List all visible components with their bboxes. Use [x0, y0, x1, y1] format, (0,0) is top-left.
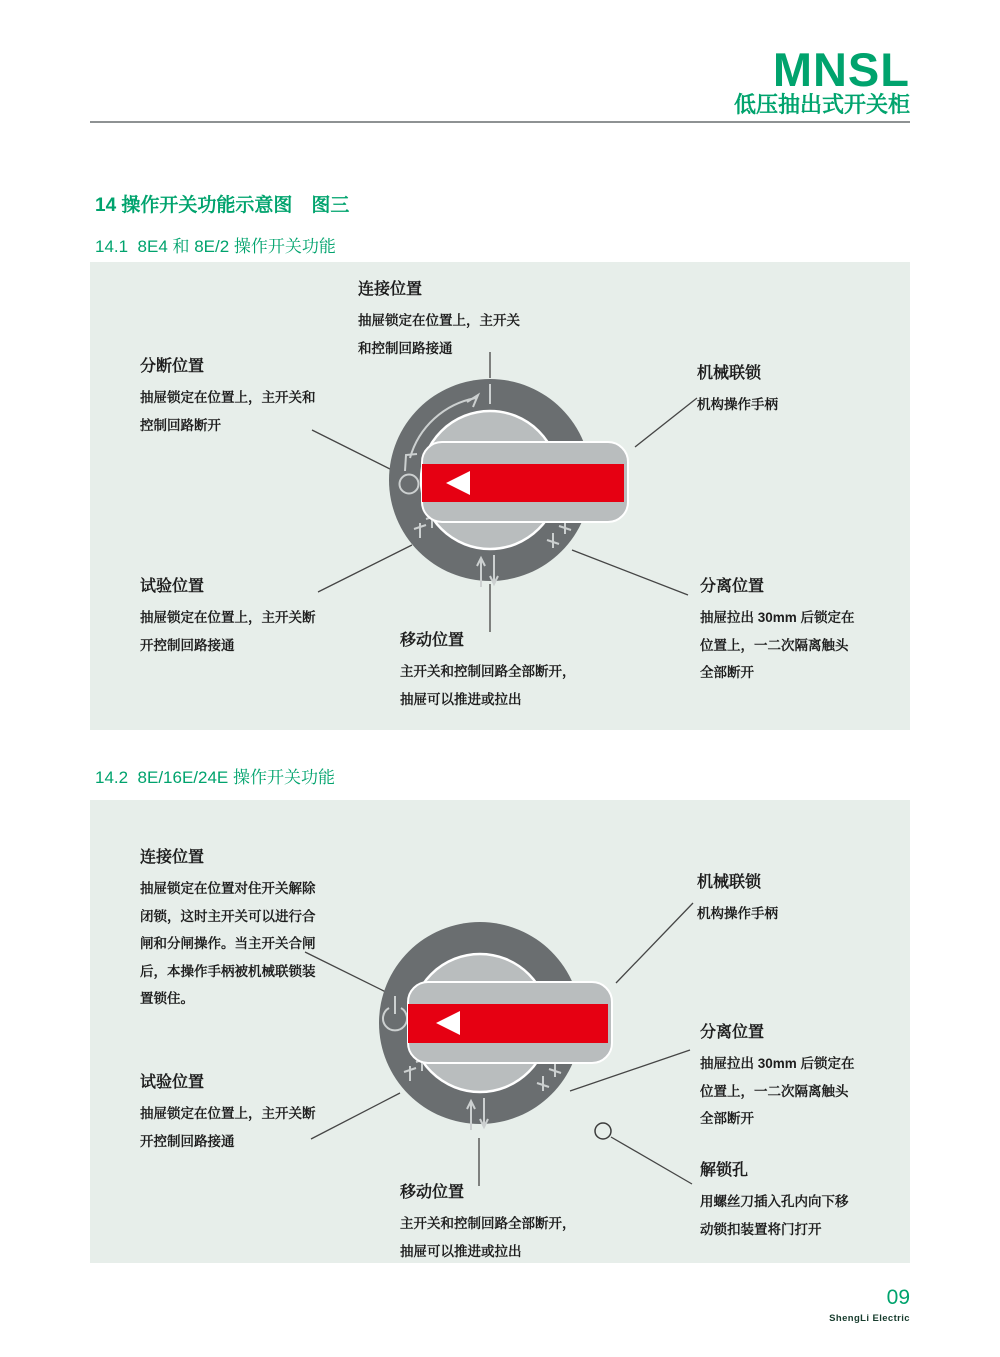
section-title: 14 操作开关功能示意图 图三: [95, 195, 350, 216]
brand-title: MNSL: [772, 43, 910, 96]
callout-separate-position: 分离位置 抽屉拉出 30mm 后锁定在 位置上，一二次隔离触头 全部断开: [700, 1024, 855, 1126]
callout-move-position: 移动位置 主开关和控制回路全部断开， 抽屉可以推进或拉出: [400, 1184, 576, 1259]
callout-move-position: 移动位置 主开关和控制回路全部断开， 抽屉可以推进或拉出: [400, 632, 576, 707]
callout-unlock-hole: 解锁孔 用螺丝刀插入孔内向下移 动锁扣装置将门打开: [700, 1162, 849, 1237]
callout-test-position: 试验位置 抽屉锁定在位置上，主开关断 开控制回路接通: [140, 1074, 316, 1149]
rotary-knob: [389, 379, 628, 587]
figure-panel-8e-16e-24e: [90, 800, 910, 1263]
header-divider: [90, 121, 910, 123]
unlock-hole-icon: [595, 1123, 611, 1139]
switch-handle: [408, 982, 612, 1063]
callout-mechanical-interlock: 机械联锁 机构操作手柄: [697, 365, 778, 412]
switch-handle: [422, 442, 628, 522]
rotary-knob: [379, 922, 612, 1130]
callout-test-position: 试验位置 抽屉锁定在位置上，主开关断 开控制回路接通: [140, 578, 316, 653]
callout-off-position: 分断位置 抽屉锁定在位置上，主开关和 控制回路断开: [140, 358, 316, 433]
company-logo: ShengLi Electric: [829, 1313, 910, 1324]
callout-connect-position: 连接位置 抽屉锁定在位置上，主开关 和控制回路接通: [358, 281, 520, 356]
callout-separate-position: 分离位置 抽屉拉出 30mm 后锁定在 位置上，一二次隔离触头 全部断开: [700, 578, 855, 680]
callout-mechanical-interlock: 机械联锁 机构操作手柄: [697, 874, 778, 921]
brand-subtitle: 低压抽出式开关柜: [733, 92, 910, 117]
subsection-title-14-1: 14.1 8E4 和 8E/2 操作开关功能: [95, 237, 336, 256]
figure-panel-8e4: [90, 262, 910, 730]
callout-connect-position: 连接位置 抽屉锁定在位置对住开关解除 闭锁，这时主开关可以进行合 闸和分闸操作。当主开关合闸 后，本操作手柄被机械联锁装 置锁住。: [140, 849, 316, 1006]
subsection-title-14-2: 14.2 8E/16E/24E 操作开关功能: [95, 768, 335, 787]
page-number: 09: [886, 1286, 910, 1309]
